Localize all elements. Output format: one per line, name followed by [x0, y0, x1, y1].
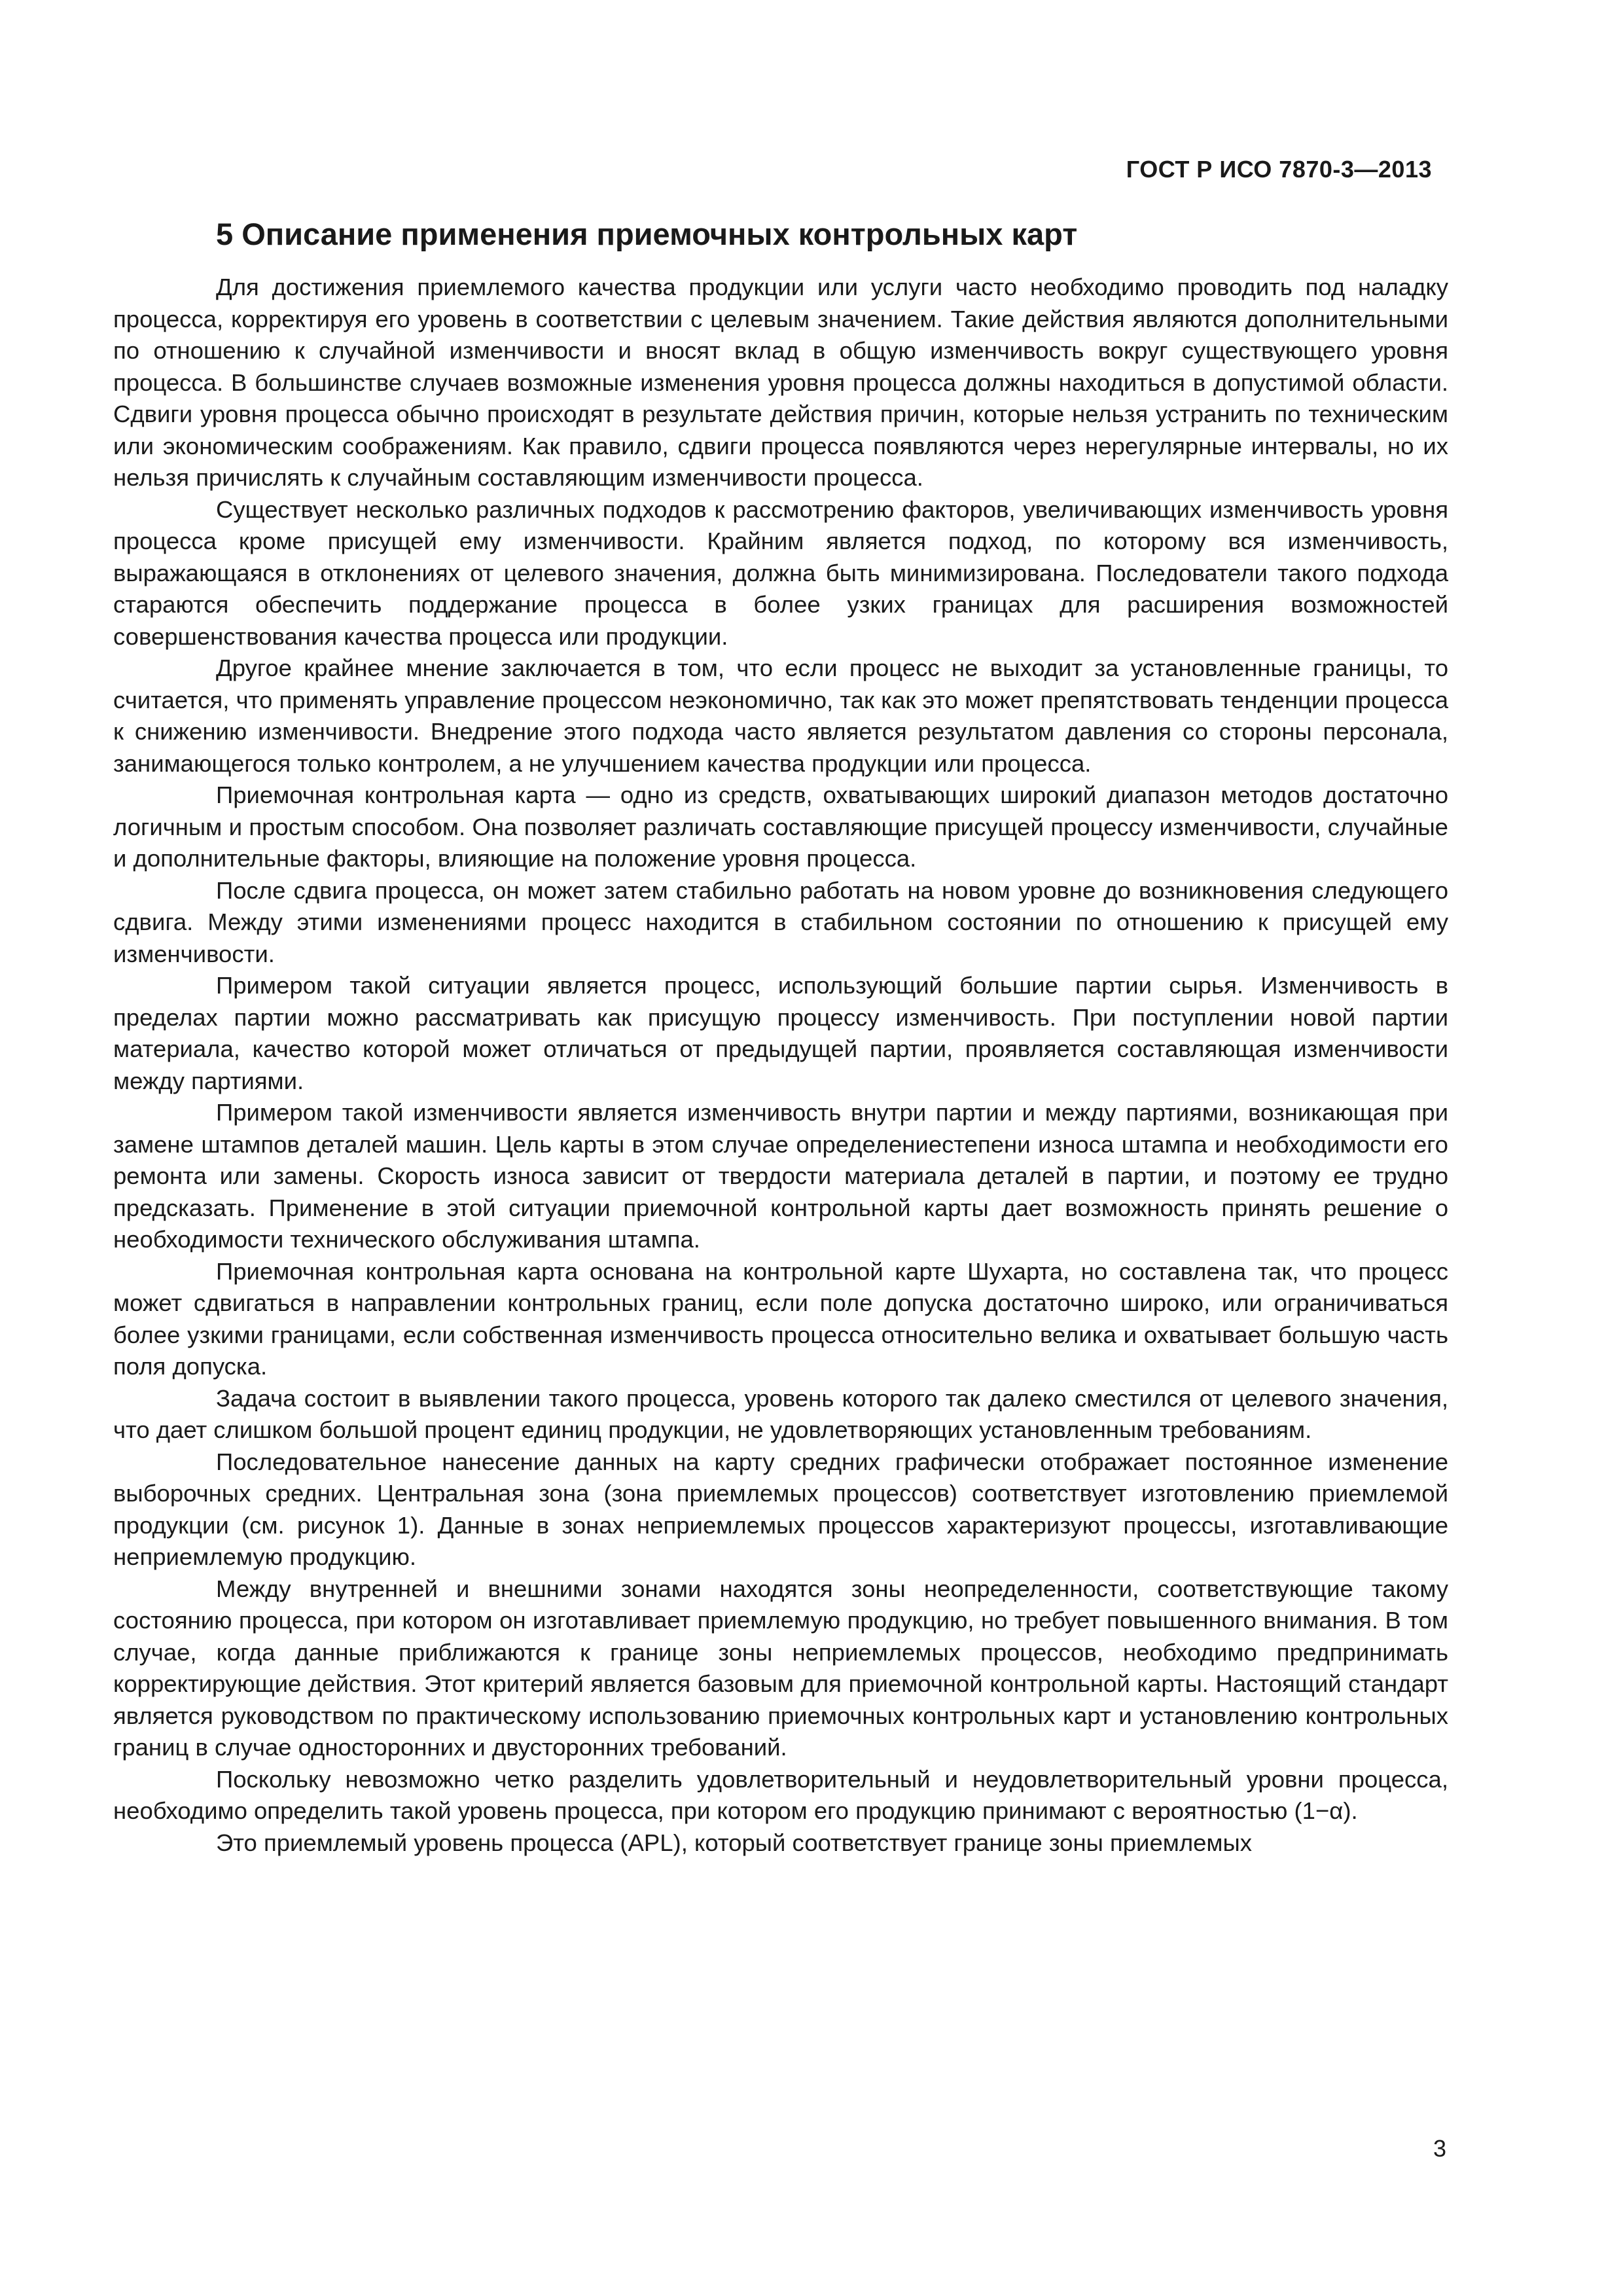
paragraph: Это приемлемый уровень процесса (APL), который соответствует границе зоны приемлемых — [216, 1829, 1253, 1856]
section-title: 5 Описание применения приемочных контрольных карт — [216, 217, 1078, 251]
paragraph: Другое крайнее мнение заключается в том, что если процесс не выходит за установленные границы, то считается, что применять управление процессом неэкономично, так как это может препятствовать тенденции процесса к снижению изменчивости. Внедрение этого подхода часто является результатом давления со стороны персонала, занимающегося только контролем, а не улучшением качества продукции или процесса. — [113, 655, 1448, 777]
paragraph: Приемочная контрольная карта основана на контрольной карте Шухарта, но составлена так, что процесс может сдвигаться в направлении контрольных границ, если поле допуска достаточно широко, или ограничиваться более узкими границами, если собственная изменчивость процесса относительно велика и охватывает большую часть поля допуска. — [113, 1257, 1448, 1380]
paragraph: Приемочная контрольная карта — одно из средств, охватывающих широкий диапазон методов достаточно логичным и простым способом. Она позволяет различать составляющие присущей процессу изменчивости, случайные и дополнительные факторы, влияющие на положение уровня процесса. — [113, 781, 1448, 872]
paragraph: Примером такой ситуации является процесс, использующий большие партии сырья. Изменчивость в пределах партии можно рассматривать как присущую процессу изменчивость. При поступлении новой партии материала, качество которой может отличаться от предыдущей партии, проявляется составляющая изменчивости между партиями. — [113, 972, 1448, 1094]
body-text — [113, 272, 1448, 1859]
paragraph: Поскольку невозможно четко разделить удовлетворительный и неудовлетворительный уровни процесса, необходимо определить такой уровень процесса, при котором его продукцию принимают с вероятностью (1−α). — [113, 1765, 1448, 1824]
paragraph: Задача состоит в выявлении такого процесса, уровень которого так далеко сместился от целевого значения, что дает слишком большой процент единиц продукции, не удовлетворяющих установленным требованиям. — [113, 1384, 1448, 1443]
paragraph: Существует несколько различных подходов к рассмотрению факторов, увеличивающих изменчивость уровня процесса кроме присущей ему изменчивости. Крайним является подход, по которому вся изменчивость, выражающаяся в отклонениях от целевого значения, должна быть минимизирована. Последователи такого подхода стараются обеспечить поддержание процесса в более узких границах для расширения возможностей совершенствования качества процесса или продукции. — [113, 495, 1448, 650]
paragraph: После сдвига процесса, он может затем стабильно работать на новом уровне до возникновения следующего сдвига. Между этими изменениями процесс находится в стабильном состоянии по отношению к присущей ему изменчивости. — [113, 876, 1448, 967]
paragraph: Между внутренней и внешними зонами находятся зоны неопределенности, соответствующие такому состоянию процесса, при котором он изготавливает приемлемую продукцию, но требует повышенного внимания. В том случае, когда данные приближаются к границе зоны неприемлемых процессов, необходимо предпринимать корректирующие действия. Этот критерий является базовым для приемочной контрольной карты. Настоящий стандарт является руководством по практическому использованию приемочных контрольных карт и установлению контрольных границ в случае односторонних и двусторонних требований. — [113, 1575, 1448, 1761]
page-number: 3 — [1433, 2135, 1446, 2162]
paragraph: Для достижения приемлемого качества продукции или услуги часто необходимо проводить под наладку процесса, корректируя его уровень в соответствии с целевым значением. Такие действия являются дополнительными по отношению к случайной изменчивости и вносят вклад в общую изменчивость вокруг существующего уровня процесса. В большинстве случаев возможные изменения уровня процесса должны находиться в допустимой области. Сдвиги уровня процесса обычно происходят в результате действия причин, которые нельзя устранить по техническим или экономическим соображениям. Как правило, сдвиги процесса появляются через нерегулярные интервалы, но их нельзя причислять к случайным составляющим изменчивости процесса. — [113, 274, 1448, 491]
document-code-header: ГОСТ Р ИСО 7870-3—2013 — [1126, 156, 1432, 183]
paragraph: Последовательное нанесение данных на карту средних графически отображает постоянное изменение выборочных средних. Центральная зона (зона приемлемых процессов) соответствует изготовлению приемлемой продукции (см. рисунок 1). Данные в зонах неприемлемых процессов характеризуют процессы, изготавливающие неприемлемую продукцию. — [113, 1448, 1448, 1570]
paragraph: Примером такой изменчивости является изменчивость внутри партии и между партиями, возникающая при замене штампов деталей машин. Цель карты в этом случае определениестепени износа штампа и необходимости его ремонта или замены. Скорость износа зависит от твердости материала деталей в партии, и поэтому ее трудно предсказать. Применение в этой ситуации приемочной контрольной карты дает возможность принять решение о необходимости технического обслуживания штампа. — [113, 1099, 1448, 1253]
